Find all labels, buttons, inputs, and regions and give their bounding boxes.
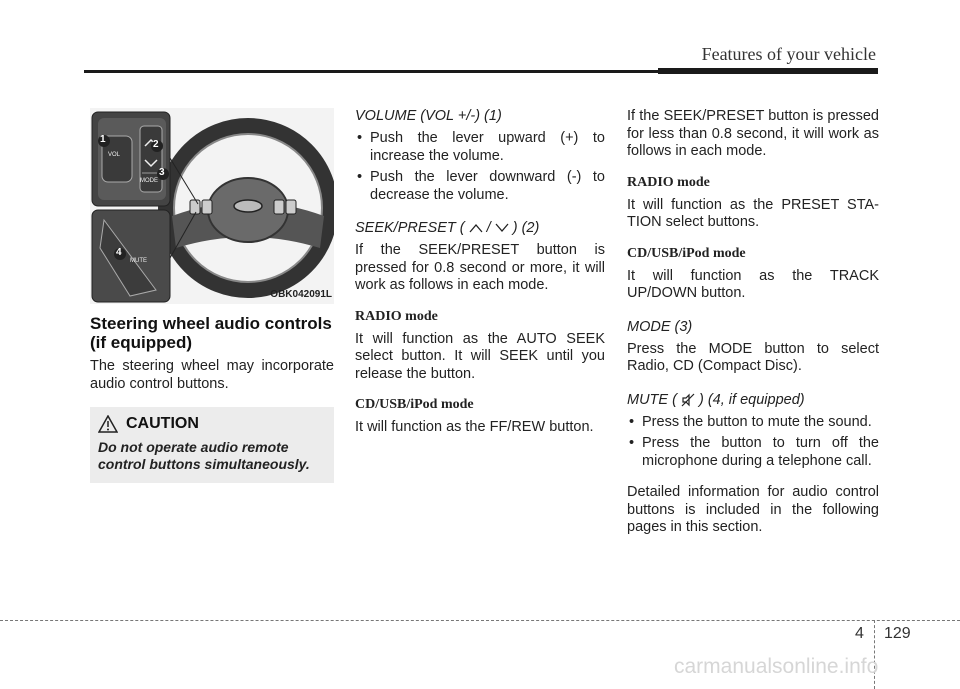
detail-paragraph: Detailed information for audio control buttons is included in the following pages in this section. <box>627 484 879 535</box>
header-rule-accent <box>658 68 878 74</box>
seek-heading-suffix: ) (2) <box>512 220 540 236</box>
mute-heading-prefix: MUTE ( <box>627 391 677 408</box>
mode-heading: MODE (3) <box>627 318 693 335</box>
chevron-up-icon <box>469 223 483 233</box>
callout-4: 4 <box>116 247 122 258</box>
volume-list <box>355 130 605 204</box>
seek-heading-sep: / <box>486 220 491 236</box>
cd-mode-heading: CD/USB/iPod mode <box>355 397 474 412</box>
column-3 <box>627 108 879 547</box>
radio-mode-heading: RADIO mode <box>355 308 438 324</box>
list-item: • Press the button to mute the sound. <box>627 414 879 432</box>
mute-heading-suffix: ) (4, if equipped) <box>699 391 805 408</box>
radio-mode-paragraph: It will function as the PRESET STA-TION select buttons. <box>627 196 879 230</box>
page-number: 129 <box>884 625 911 642</box>
steering-wheel-figure <box>90 108 334 304</box>
mode-button-label: MODE <box>140 178 158 184</box>
chapter-number: 4 <box>855 625 864 642</box>
warning-triangle-icon <box>98 415 118 433</box>
mute-button-label: MUTE <box>130 258 147 264</box>
callout-3: 3 <box>159 167 165 178</box>
seek-paragraph: If the SEEK/PRESET button is pressed for 0.8 second or more, it will work as follows in each mode. <box>355 242 605 293</box>
figure-label: OBK042091L <box>270 289 332 300</box>
callout-2: 2 <box>153 139 159 150</box>
seek-heading-prefix: SEEK/PRESET ( <box>355 220 465 236</box>
caution-text: Do not operate audio remote control buttons simultaneously. <box>98 439 310 472</box>
cd-mode-paragraph: It will function as the FF/REW button. <box>355 419 594 435</box>
caution-title: CAUTION <box>126 415 199 432</box>
mute-icon <box>681 393 695 407</box>
cd-mode-heading: CD/USB/iPod mode <box>627 245 746 261</box>
list-item: • Press the button to turn off the microphone during a telephone call. <box>627 435 879 470</box>
list-item: • Push the lever downward (-) to decrease the volume. <box>355 169 605 204</box>
chevron-down-icon <box>495 223 509 233</box>
mute-list <box>627 414 879 471</box>
volume-heading: VOLUME (VOL +/-) (1) <box>355 108 502 124</box>
radio-mode-paragraph: It will function as the AUTO SEEK select button. It will SEEK until you release the button. <box>355 330 605 382</box>
column-1 <box>90 108 334 483</box>
callout-1: 1 <box>100 134 106 145</box>
steering-wheel-illustration <box>90 108 334 304</box>
list-item: • Push the lever upward (+) to increase the volume. <box>355 130 605 165</box>
intro-paragraph: The steering wheel may incorporate audio control buttons. <box>90 358 334 392</box>
seek-preset-heading <box>355 220 605 236</box>
page-header-title: Features of your vehicle <box>701 44 876 64</box>
radio-mode-heading: RADIO mode <box>627 174 710 190</box>
seek-short-paragraph: If the SEEK/PRESET button is pressed for less than 0.8 second, it will work as follows in each mode. <box>627 108 879 159</box>
section-heading: Steering wheel audio controls (if equipped) <box>90 314 332 352</box>
caution-box <box>90 407 334 483</box>
cd-mode-paragraph: It will function as the TRACK UP/DOWN button. <box>627 267 879 301</box>
caution-header <box>98 415 326 433</box>
mode-paragraph: Press the MODE button to select Radio, CD (Compact Disc). <box>627 340 879 374</box>
watermark: carmanualsonline.info <box>674 655 879 678</box>
footer-dashed-rule <box>0 620 960 621</box>
vol-button-label: VOL <box>108 152 121 158</box>
mute-heading <box>627 392 879 408</box>
column-2 <box>355 108 605 447</box>
